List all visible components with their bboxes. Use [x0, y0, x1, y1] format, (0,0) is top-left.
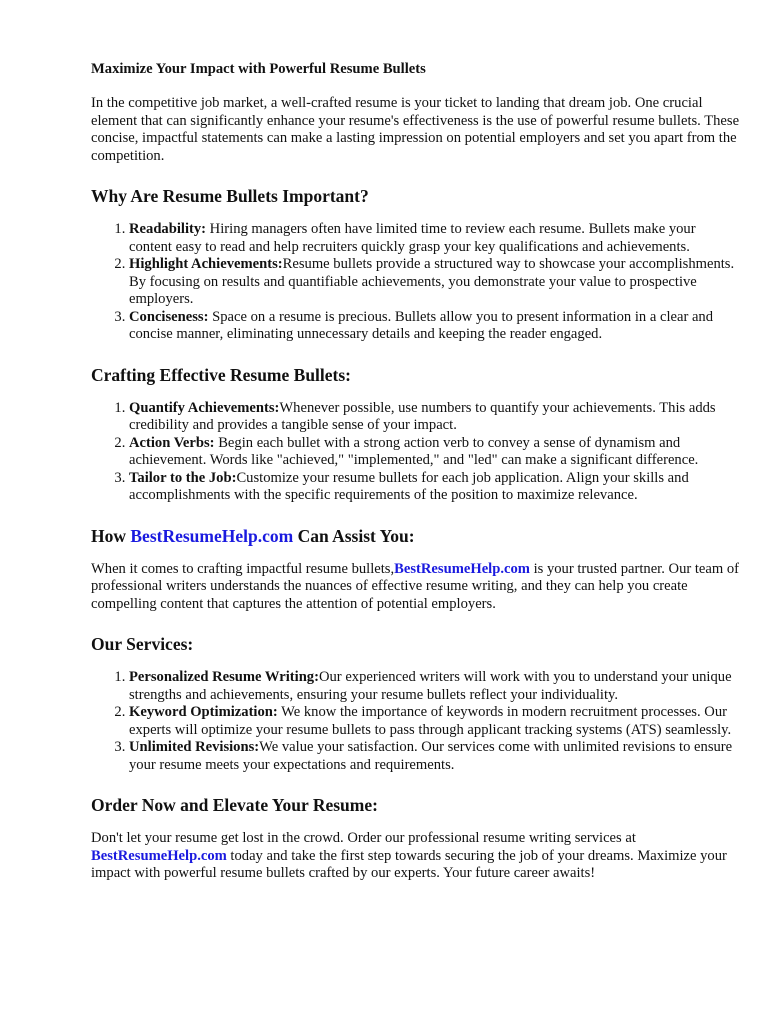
intro-paragraph: In the competitive job market, a well-crafted resume is your ticket to landing that dream job. One crucial element that can significantly enhance your resume's effectiveness is the use of powerful resume bullets. These concise, impactful statements can make a lasting impression on potential employers and set you apart from the competition.	[91, 95, 740, 164]
item-text: Whenever possible, use numbers to quantify your achievements. This adds credibility and provides a tangible sense of your impact.	[129, 399, 716, 433]
item-text: We know the importance of keywords in modern recruitment processes. Our experts will optimize your resume bullets to pass through applicant tracking systems (ATS) seamlessly.	[129, 704, 732, 738]
order-text-before: Don't let your resume get lost in the crowd. Order our professional resume writing services at	[91, 830, 636, 846]
item-text: Resume bullets provide a structured way to showcase your accomplishments. By focusing on results and quantifiable achievements, you demonstrate your value to prospective employers.	[129, 256, 735, 307]
item-label: Quantify Achievements:	[129, 399, 280, 416]
list-item	[129, 221, 741, 256]
item-label: Personalized Resume Writing:	[129, 669, 319, 685]
assist-text-before: When it comes to crafting impactful resume bullets,	[91, 560, 395, 577]
assist-heading-prefix: How	[91, 525, 131, 546]
list-item	[129, 470, 741, 505]
crafting-heading: Crafting Effective Resume Bullets:	[91, 364, 352, 385]
item-label: Unlimited Revisions:	[129, 739, 260, 755]
item-text: We value your satisfaction. Our services come with unlimited revisions to ensure your resume meets your expectations and requirements.	[129, 739, 733, 773]
item-label: Conciseness:	[129, 308, 209, 325]
item-label: Tailor to the Job:	[129, 469, 237, 486]
site-link[interactable]: BestResumeHelp.com	[91, 847, 227, 864]
item-text: Space on a resume is precious. Bullets allow you to present information in a clear and concise manner, eliminating unnecessary details and keeping the reader engaged.	[129, 308, 714, 342]
list-item	[129, 400, 741, 435]
services-list	[91, 669, 741, 774]
item-text: Begin each bullet with a strong action verb to convey a sense of dynamism and achievement. Words like "achieved," "implemented," and "led" can make a significant difference.	[129, 434, 699, 468]
item-label: Readability:	[129, 221, 207, 237]
assist-text-after: is your trusted partner. Our team of professional writers understands the nuances of effective resume writing, and they can help you create compelling content that captures the attention of potential employers.	[91, 560, 740, 612]
assist-heading	[91, 525, 741, 547]
document-page	[91, 60, 741, 883]
item-label: Keyword Optimization:	[129, 704, 278, 720]
list-item	[129, 669, 741, 704]
list-item	[129, 309, 741, 344]
order-paragraph	[91, 830, 741, 883]
services-heading: Our Services:	[91, 634, 194, 654]
item-label: Highlight Achievements:	[129, 256, 283, 272]
site-link[interactable]: BestResumeHelp.com	[394, 560, 530, 577]
why-heading: Why Are Resume Bullets Important?	[91, 186, 369, 206]
list-item	[129, 739, 741, 774]
item-text: Our experienced writers will work with you to understand your unique strengths and achievements, ensuring your resume bullets reflect your individuality.	[129, 669, 732, 703]
site-link[interactable]: BestResumeHelp.com	[130, 525, 294, 546]
list-item	[129, 435, 741, 470]
document-title: Maximize Your Impact with Powerful Resume Bullets	[91, 61, 426, 77]
assist-heading-suffix: Can Assist You:	[293, 525, 415, 546]
list-item	[129, 704, 741, 739]
item-text: Hiring managers often have limited time to review each resume. Bullets make your content easy to read and help recruiters quickly grasp your key qualifications and achievements.	[129, 221, 696, 255]
why-list	[91, 221, 741, 344]
order-heading: Order Now and Elevate Your Resume:	[91, 795, 378, 815]
list-item	[129, 256, 741, 309]
order-text-after: today and take the first step towards securing the job of your dreams. Maximize your impact with powerful resume bullets crafted by our experts. Your future career awaits!	[91, 847, 727, 881]
assist-paragraph	[91, 561, 741, 614]
item-text: Customize your resume bullets for each job application. Align your skills and accomplishments with the specific requirements of the position to maximize relevance.	[129, 469, 689, 503]
item-label: Action Verbs:	[129, 434, 215, 451]
crafting-list	[91, 400, 741, 505]
